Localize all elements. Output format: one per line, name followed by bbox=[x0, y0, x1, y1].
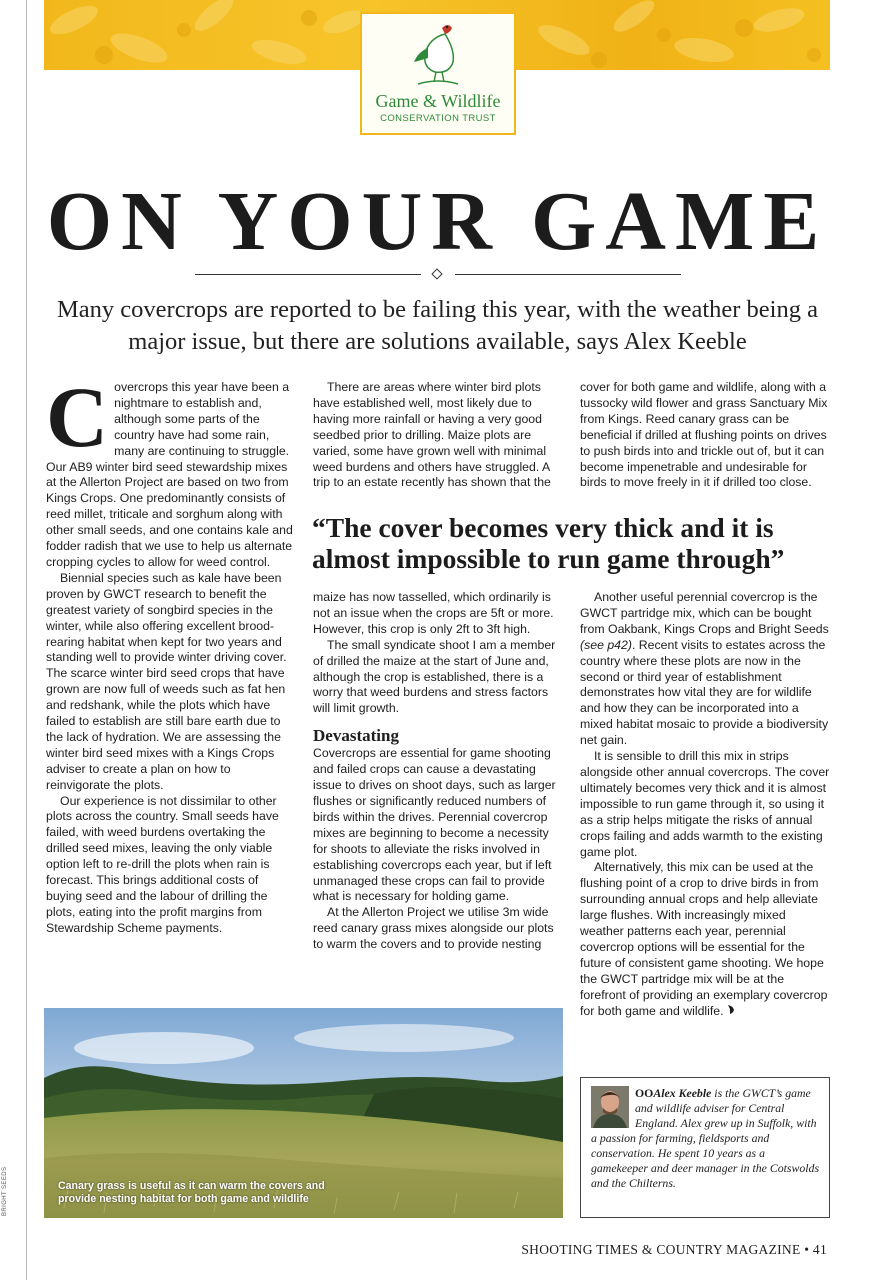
paragraph bbox=[580, 590, 830, 749]
bio-mark: OO bbox=[635, 1086, 654, 1100]
paragraph-text: overcrops this year have been a nightmare to establish and, although some parts of the country have had some rain, many are continuing to struggle. Our AB9 winter bird seed stewardship mixes at the Allerton Project are based on two from Kings Crops. One predominantly consists of reed millet, triticale and sorghum along with other small seeds, and one contains kale and fodder radish that we use to help us alternate cropping cycles to allow for weed control. bbox=[46, 380, 293, 569]
paragraph-text: Alternatively, this mix can be used at the flushing point of a crop to drive birds in from surrounding annual crops and help alleviate large flushes. With increasingly mixed weather patterns each year, perennial covercrop options will be essential for the future of consistent game shooting. We hope the GWCT partridge mix will be at the forefront of providing an exemplary covercrop for both game and wildlife. bbox=[580, 860, 828, 1018]
divider-line-left bbox=[195, 274, 421, 275]
photo-caption: Canary grass is useful as it can warm the covers and provide nesting habitat for both game and wildlife bbox=[58, 1180, 325, 1205]
page-footer: SHOOTING TIMES & COUNTRY MAGAZINE • 41 bbox=[521, 1242, 827, 1257]
drop-cap: C bbox=[46, 369, 109, 465]
logo-subtitle: CONSERVATION TRUST bbox=[380, 113, 496, 124]
paragraph: At the Allerton Project we utilise 3m wide reed canary grass mixes alongside our plots to warm the covers and to provide nesting bbox=[313, 905, 554, 952]
photo-credit: BRIGHT SEEDS bbox=[2, 1166, 8, 1216]
paragraph: maize has now tasselled, which ordinarily is not an issue when the crops are 5ft or more. However, this crop is only 2ft to 3ft high. bbox=[313, 590, 554, 636]
paragraph: Covercrops are essential for game shooting and failed crops can cause a devastating issue to drives on shoot days, such as larger flushes or significantly reduced numbers of birds within the drives. Perennial covercrop mixes are beginning to become a necessity for shoots to alleviate the risks involved in establishing covercrops each year, but if left unmanaged these crops can fail to provide what is necessary for holding game. bbox=[313, 746, 556, 904]
paragraph-text: Another useful perennial covercrop is the GWCT partridge mix, which can be bought from Oakbank, Kings Crops and Bright Seeds bbox=[580, 590, 829, 636]
article-column-2-bottom bbox=[313, 590, 561, 953]
standfirst: Many covercrops are reported to be failing this year, with the weather being a major issue, but there are solutions available, says Alex Keeble bbox=[57, 296, 818, 355]
logo-name: Game & Wildlife bbox=[375, 91, 501, 111]
paragraph-text: . Recent visits to estates across the country where these plots are now in the second or third year of establishment demonstrates how vital they are for wildlife and how they can be incorporated into a mixed habitat mosaic to provide a biodiversity net gain. bbox=[580, 637, 829, 748]
paragraph bbox=[580, 860, 830, 1019]
paragraph: Our experience is not dissimilar to other plots across the country. Small seeds have failed, with weed burdens overtaking the drilled seed mixes, leaving the only viable option left to re-drill the plots when rain is forecast. This brings additional costs of buying seed and the labour of drilling the plots, eating into the profit margins from Stewardship Scheme payments. bbox=[46, 793, 279, 935]
article-column-3-bottom bbox=[580, 590, 830, 1019]
paragraph: cover for both game and wildlife, along with a tussocky wild flower and grass Sanctuary Mix from Kings. Reed canary grass can be beneficial if drilled at flushing points on drives to push birds into and trickle out of, but it can become impenetrable and undesirable for birds to move freely in it if drilled too close. bbox=[580, 380, 828, 490]
article-column-2-top bbox=[313, 380, 561, 491]
partridge-logo-icon bbox=[412, 18, 464, 90]
paragraph: There are areas where winter bird plots have established well, most likely due to having more rainfall or having a very good seedbed prior to drilling. Maize plots are varied, some have grown well with minimal weed burdens and others have struggled. A trip to an estate recently has shown that the bbox=[313, 380, 551, 490]
page-reference: (see p42) bbox=[580, 637, 632, 652]
headline: ON YOUR GAME bbox=[46, 175, 829, 268]
author-bio-box bbox=[580, 1077, 830, 1218]
author-bio-text: is the GWCT’s game and wildlife adviser for Central England. Alex grew up in Suffolk, with a passion for farming, fieldsports and conservation. He spent 10 years as a gamekeeper and deer manager in the Cotswolds and the Chilterns. bbox=[591, 1086, 820, 1190]
article-column-1 bbox=[46, 369, 293, 937]
author-portrait-icon bbox=[591, 1086, 629, 1128]
paragraph bbox=[46, 369, 293, 571]
divider-line-right bbox=[455, 274, 681, 275]
paragraph: It is sensible to drill this mix in strips alongside other annual covercrops. The cover ultimately becomes very thick and it is almost impossible to run game through it, so using it as a strip helps mitigate the risks of annual crops failing and adds warmth to the existing game plot. bbox=[580, 749, 830, 859]
diamond-icon bbox=[431, 268, 442, 279]
end-mark-icon bbox=[727, 1004, 736, 1015]
paragraph: The small syndicate shoot I am a member of drilled the maize at the start of June and, although the crop is established, there is a worry that weed burdens and stress factors will limit growth. bbox=[313, 637, 556, 716]
article-column-3-top bbox=[580, 380, 830, 491]
author-avatar bbox=[591, 1086, 629, 1128]
author-name: Alex Keeble bbox=[653, 1086, 712, 1100]
landscape-photo bbox=[44, 1008, 563, 1218]
paragraph: Biennial species such as kale have been proven by GWCT research to benefit the greatest variety of songbird species in the winter, while also offering excellent brood-rearing habitat when kept for two years and standing well to provide winter driving cover. The scarce winter bird seed crops that have grown are now full of weeds such as fat hen and redshank, while the plots which have failed to establish are still bare earth due to the lack of hydration. We are assessing the winter bird seed mixes with a Kings Crops adviser to create a plan on how to reinvigorate the plots. bbox=[46, 570, 287, 792]
gwct-logo bbox=[360, 12, 516, 135]
section-heading: Devastating bbox=[313, 726, 399, 746]
pull-quote: “The cover becomes very thick and it is almost impossible to run game through” bbox=[312, 512, 785, 574]
divider-ornament bbox=[195, 268, 681, 280]
